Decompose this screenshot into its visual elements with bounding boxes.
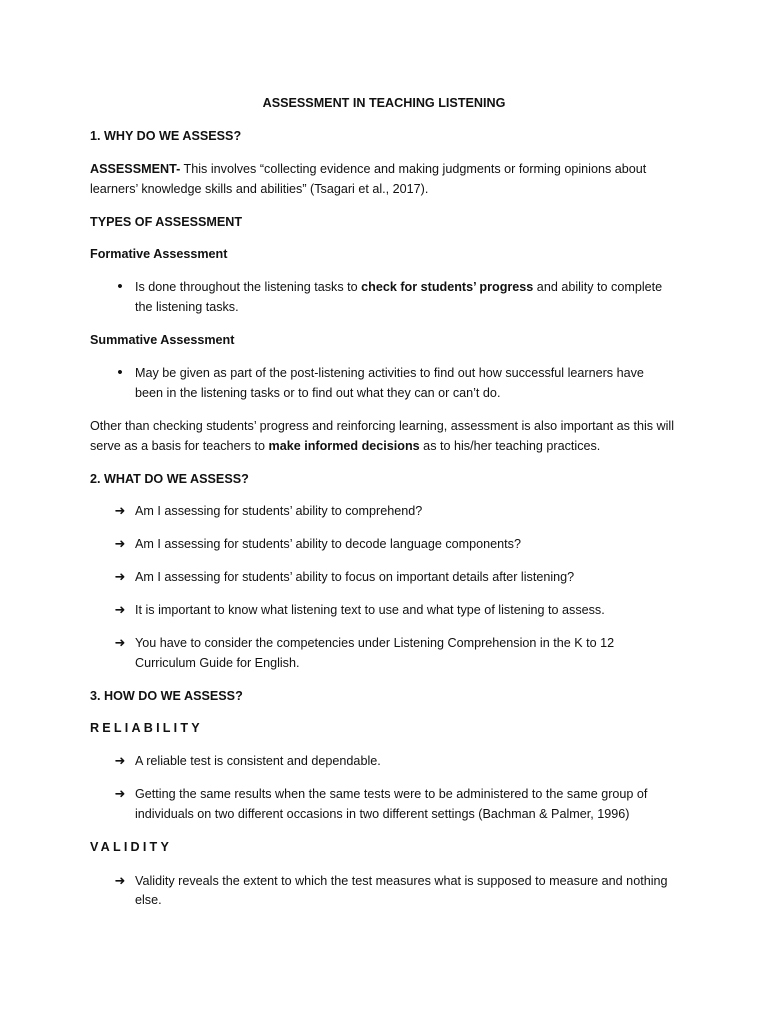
bullet-icon: • <box>117 278 123 295</box>
arrow-icon: ➜ <box>114 786 126 801</box>
list-item-continuation: individuals on two different occasions in two different settings (Bachman & Palmer, 1996) <box>135 807 630 821</box>
reliability-heading: RELIABILITY <box>90 721 203 735</box>
definition-term: ASSESSMENT- <box>90 162 181 176</box>
other-paragraph-line-2 <box>90 436 682 456</box>
arrow-icon: ➜ <box>114 536 126 551</box>
definition-text-1: This involves “collecting evidence and making judgments or forming opinions about <box>180 162 647 176</box>
list-item: Getting the same results when the same tests were to be administered to the same group of <box>135 787 648 801</box>
list-item: Am I assessing for students’ ability to decode language components? <box>135 537 521 551</box>
types-heading: TYPES OF ASSESSMENT <box>90 215 243 229</box>
other-text-b: as to his/her teaching practices. <box>419 439 601 453</box>
document-title: ASSESSMENT IN TEACHING LISTENING <box>262 96 506 110</box>
formative-heading: Formative Assessment <box>90 247 228 261</box>
list-item: Am I assessing for students’ ability to comprehend? <box>135 504 423 518</box>
section-2-heading: 2. WHAT DO WE ASSESS? <box>90 472 249 486</box>
bullet-icon: • <box>117 364 123 381</box>
formative-bullet-line-2: the listening tasks. <box>135 300 239 314</box>
formative-bullet-line-1 <box>135 277 680 297</box>
summative-heading: Summative Assessment <box>90 333 235 347</box>
list-item: You have to consider the competencies under Listening Comprehension in the K to 12 <box>135 636 615 650</box>
formative-text-bold: check for students’ progress <box>361 280 534 294</box>
list-item-continuation: else. <box>135 893 162 907</box>
other-text-bold: make informed decisions <box>268 439 420 453</box>
section-1-heading: 1. WHY DO WE ASSESS? <box>90 129 242 143</box>
list-item: A reliable test is consistent and dependable. <box>135 754 381 768</box>
arrow-icon: ➜ <box>114 569 126 584</box>
formative-text-a: Is done throughout the listening tasks to <box>135 280 362 294</box>
definition-text-2: learners’ knowledge skills and abilities” (Tsagari et al., 2017). <box>90 182 429 196</box>
list-item: It is important to know what listening text to use and what type of listening to assess. <box>135 603 605 617</box>
list-item-continuation: Curriculum Guide for English. <box>135 656 300 670</box>
summative-bullet-line-1: May be given as part of the post-listening activities to find out how successful learners have <box>135 366 644 380</box>
arrow-icon: ➜ <box>114 635 126 650</box>
formative-text-b: and ability to complete <box>533 280 663 294</box>
arrow-icon: ➜ <box>114 503 126 518</box>
arrow-icon: ➜ <box>114 873 126 888</box>
summative-bullet-line-2: been in the listening tasks or to find out what they can or can’t do. <box>135 386 501 400</box>
assessment-definition <box>90 159 682 179</box>
arrow-icon: ➜ <box>114 602 126 617</box>
other-text-a: serve as a basis for teachers to <box>90 439 269 453</box>
list-item: Validity reveals the extent to which the test measures what is supposed to measure and nothing <box>135 874 668 888</box>
validity-heading: VALIDITY <box>90 840 173 854</box>
list-item: Am I assessing for students’ ability to focus on important details after listening? <box>135 570 575 584</box>
arrow-icon: ➜ <box>114 753 126 768</box>
other-paragraph-line-1: Other than checking students’ progress and reinforcing learning, assessment is also important as this will <box>90 419 675 433</box>
section-3-heading: 3. HOW DO WE ASSESS? <box>90 689 243 703</box>
